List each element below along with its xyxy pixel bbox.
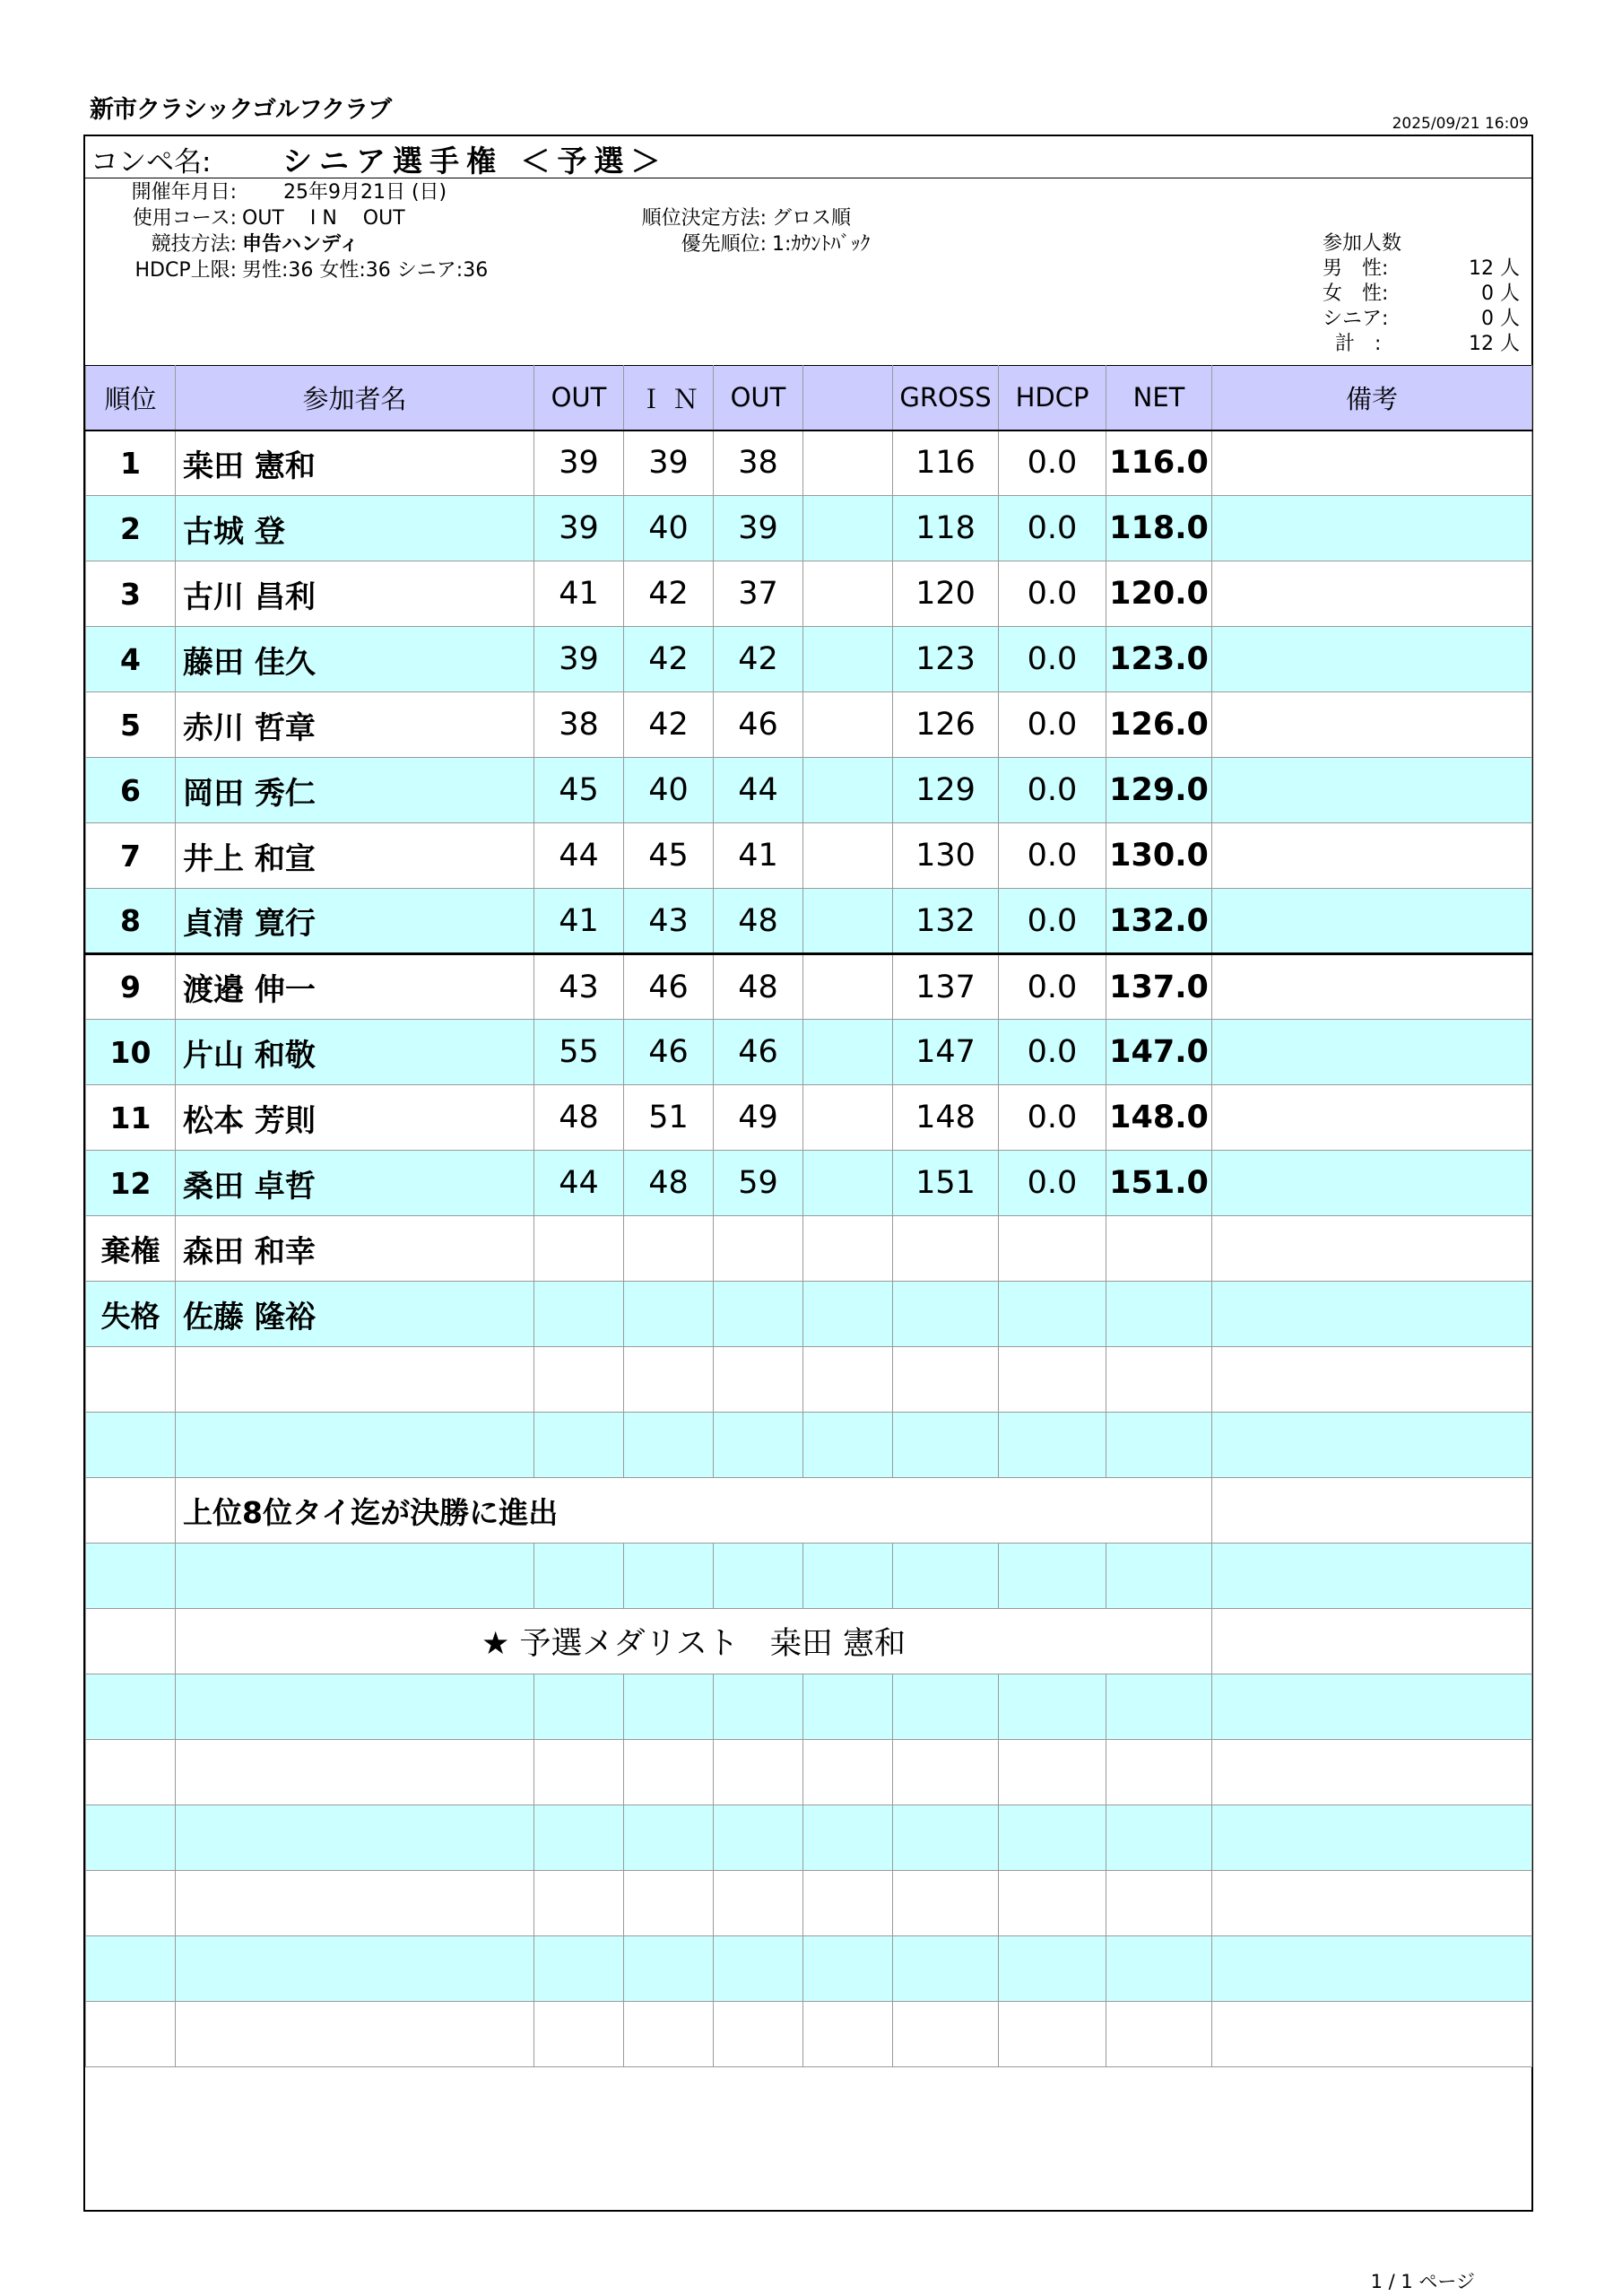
table-row [86,1282,1532,1347]
count-value: 12 人 [1469,257,1520,280]
round2-cell [624,1216,714,1282]
ranking-method-value: グロス順 [772,207,852,230]
remarks-cell [1212,692,1532,758]
header-gross: GROSS [893,366,999,430]
name-cell: 井上 和宣 [176,823,534,889]
empty-row [86,1347,1532,1413]
round3-cell: 48 [714,889,803,954]
remarks-cell [1212,823,1532,889]
remarks-cell [1212,1151,1532,1216]
round2-cell: 46 [624,954,714,1020]
round2-cell: 43 [624,889,714,954]
hdcp-cell: 0.0 [999,758,1106,823]
table-row [86,496,1532,561]
hdcp-limit-value: 男性:36 女性:36 シニア:36 [242,259,489,282]
round3-cell: 48 [714,954,803,1020]
name-cell: 岡田 秀仁 [176,758,534,823]
blank-cell [803,430,893,496]
hdcp-cell: 0.0 [999,1020,1106,1085]
competition-label: コンペ名: [91,146,212,178]
rank-cell: 11 [86,1085,176,1151]
rank-cell: 3 [86,561,176,627]
blank-cell [803,1085,893,1151]
remarks-cell [1212,1085,1532,1151]
header-row [86,366,1532,430]
net-cell [1106,1282,1212,1347]
round3-cell: 44 [714,758,803,823]
rank-cell: 10 [86,1020,176,1085]
remarks-cell [1212,627,1532,692]
event-info-left [89,179,488,283]
round2-cell: 42 [624,561,714,627]
count-value: 0 人 [1481,308,1520,330]
priority-label: 優先順位: [681,233,767,256]
round1-cell: 39 [534,430,624,496]
hdcp-cell: 0.0 [999,561,1106,627]
name-cell: 渡邉 伸一 [176,954,534,1020]
remarks-cell [1212,430,1532,496]
blank-cell [803,1282,893,1347]
round2-cell: 40 [624,496,714,561]
count-label: 計 : [1335,333,1382,355]
net-cell: 147.0 [1106,1020,1212,1085]
hdcp-cell: 0.0 [999,1085,1106,1151]
rank-cell: 7 [86,823,176,889]
blank-cell [803,1151,893,1216]
round3-cell: 46 [714,1020,803,1085]
hdcp-cell: 0.0 [999,627,1106,692]
rank-cell: 5 [86,692,176,758]
participant-count [1323,231,1520,357]
round3-cell: 41 [714,823,803,889]
net-cell: 120.0 [1106,561,1212,627]
competition-name: シニア選手権 ＜予選＞ [282,144,668,178]
net-cell: 132.0 [1106,889,1212,954]
table-row [86,1085,1532,1151]
round2-cell: 40 [624,758,714,823]
header-remarks: 備考 [1212,366,1532,430]
table-row [86,889,1532,954]
round1-cell: 39 [534,496,624,561]
round1-cell: 48 [534,1085,624,1151]
remarks-cell [1212,954,1532,1020]
round1-cell: 41 [534,889,624,954]
name-cell: 片山 和敬 [176,1020,534,1085]
priority-value: 1:ｶｳﾝﾄﾊﾞｯｸ [772,233,871,256]
footer-blank-row [86,2067,1532,2193]
gross-cell: 132 [893,889,999,954]
gross-cell: 148 [893,1085,999,1151]
hdcp-cell: 0.0 [999,1151,1106,1216]
round1-cell: 43 [534,954,624,1020]
empty-row [86,1413,1532,1478]
rank-cell: 8 [86,889,176,954]
round3-cell: 38 [714,430,803,496]
printed-timestamp: 2025/09/21 16:09 [1392,115,1529,133]
name-cell: 藤田 佳久 [176,627,534,692]
name-cell: 森田 和幸 [176,1216,534,1282]
round1-cell: 44 [534,1151,624,1216]
name-cell: 桒田 憲和 [176,430,534,496]
gross-cell: 130 [893,823,999,889]
method-label: 競技方法: [151,233,237,256]
round2-cell [624,1282,714,1347]
name-cell: 赤川 哲章 [176,692,534,758]
remarks-cell [1212,1216,1532,1282]
round1-cell: 44 [534,823,624,889]
net-cell: 151.0 [1106,1151,1212,1216]
hdcp-cell: 0.0 [999,496,1106,561]
blank-cell [803,889,893,954]
empty-row [86,1740,1532,1805]
remarks-cell [1212,889,1532,954]
gross-cell: 123 [893,627,999,692]
round3-cell: 59 [714,1151,803,1216]
event-date: 25年9月21日 (日) [283,181,447,204]
net-cell: 118.0 [1106,496,1212,561]
rank-cell: 失格 [86,1282,176,1347]
table-row [86,430,1532,496]
gross-cell [893,1282,999,1347]
count-label: 女 性: [1323,283,1389,305]
empty-row [86,1544,1532,1609]
round3-cell: 46 [714,692,803,758]
event-info-middle [587,205,870,257]
round1-cell: 55 [534,1020,624,1085]
hdcp-cell: 0.0 [999,954,1106,1020]
net-cell [1106,1216,1212,1282]
blank-cell [803,561,893,627]
gross-cell: 129 [893,758,999,823]
blank-cell [803,692,893,758]
header-net: NET [1106,366,1212,430]
results-table [85,365,1532,2193]
rank-cell: 4 [86,627,176,692]
net-cell: 123.0 [1106,627,1212,692]
remarks-cell [1212,1020,1532,1085]
table-row [86,758,1532,823]
round1-cell: 45 [534,758,624,823]
remarks-cell [1212,561,1532,627]
remarks-cell [1212,1282,1532,1347]
header-hdcp: HDCP [999,366,1106,430]
remarks-cell [1212,758,1532,823]
count-label: 男 性: [1323,257,1389,280]
hdcp-cell: 0.0 [999,889,1106,954]
table-row [86,1216,1532,1282]
rank-cell: 9 [86,954,176,1020]
competition-title-row [85,136,1531,178]
results-frame [83,135,1533,2212]
empty-row [86,2002,1532,2067]
round3-cell [714,1282,803,1347]
table-row [86,1151,1532,1216]
header-round3: OUT [714,366,803,430]
name-cell: 古城 登 [176,496,534,561]
gross-cell: 116 [893,430,999,496]
ranking-method-label: 順位決定方法: [641,207,767,230]
medalist-row [86,1609,1532,1674]
round3-cell: 49 [714,1085,803,1151]
header-name: 参加者名 [176,366,534,430]
net-cell: 116.0 [1106,430,1212,496]
participant-count-title: 参加人数 [1323,232,1402,255]
count-label: シニア: [1323,308,1389,330]
blank-cell [803,954,893,1020]
round1-cell: 39 [534,627,624,692]
blank-cell [803,627,893,692]
table-row [86,561,1532,627]
page-number: 1 / 1 ページ [1370,2271,1475,2292]
course-value: OUT I N OUT [242,207,405,230]
blank-cell [803,1020,893,1085]
net-cell: 137.0 [1106,954,1212,1020]
course-label: 使用コース: [132,207,237,230]
blank-cell [803,1216,893,1282]
hdcp-cell: 0.0 [999,692,1106,758]
table-row [86,954,1532,1020]
round1-cell: 38 [534,692,624,758]
round2-cell: 51 [624,1085,714,1151]
rank-cell: 12 [86,1151,176,1216]
name-cell: 古川 昌利 [176,561,534,627]
round2-cell: 46 [624,1020,714,1085]
rank-cell: 1 [86,430,176,496]
name-cell: 佐藤 隆裕 [176,1282,534,1347]
medalist-note: ★ 予選メダリスト 桒田 憲和 [176,1609,1212,1674]
hdcp-limit-label: HDCP上限: [134,259,237,282]
gross-cell [893,1216,999,1282]
hdcp-cell [999,1216,1106,1282]
gross-cell: 126 [893,692,999,758]
remarks-cell [1212,496,1532,561]
header-blank [803,366,893,430]
name-cell: 松本 芳則 [176,1085,534,1151]
qualification-note: 上位8位タイ迄が決勝に進出 [176,1478,1212,1544]
count-value: 12 人 [1469,333,1520,355]
round1-cell: 41 [534,561,624,627]
empty-row [86,1936,1532,2002]
gross-cell: 151 [893,1151,999,1216]
count-value: 0 人 [1481,283,1520,305]
round1-cell [534,1216,624,1282]
round1-cell [534,1282,624,1347]
hdcp-cell: 0.0 [999,823,1106,889]
table-row [86,823,1532,889]
date-label: 開催年月日: [131,181,237,204]
net-cell: 148.0 [1106,1085,1212,1151]
round3-cell: 39 [714,496,803,561]
gross-cell: 147 [893,1020,999,1085]
rank-cell: 棄権 [86,1216,176,1282]
table-row [86,692,1532,758]
hdcp-cell: 0.0 [999,430,1106,496]
gross-cell: 120 [893,561,999,627]
round2-cell: 42 [624,627,714,692]
round2-cell: 42 [624,692,714,758]
table-row [86,627,1532,692]
round3-cell: 42 [714,627,803,692]
net-cell: 129.0 [1106,758,1212,823]
empty-row [86,1674,1532,1740]
rank-cell: 6 [86,758,176,823]
empty-row [86,1805,1532,1871]
gross-cell: 137 [893,954,999,1020]
empty-row [86,1871,1532,1936]
name-cell: 桑田 卓哲 [176,1151,534,1216]
method-value: 申告ハンディ [242,233,360,256]
header-round1: OUT [534,366,624,430]
name-cell: 貞清 寛行 [176,889,534,954]
header-round2: Ｉ Ｎ [624,366,714,430]
header-rank: 順位 [86,366,176,430]
club-name: 新市クラシックゴルフクラブ [90,96,392,124]
round3-cell: 37 [714,561,803,627]
rank-cell: 2 [86,496,176,561]
table-row [86,1020,1532,1085]
blank-cell [803,823,893,889]
round2-cell: 45 [624,823,714,889]
note-row [86,1478,1532,1544]
blank-cell [803,496,893,561]
net-cell: 130.0 [1106,823,1212,889]
hdcp-cell [999,1282,1106,1347]
net-cell: 126.0 [1106,692,1212,758]
round2-cell: 48 [624,1151,714,1216]
blank-cell [803,758,893,823]
round3-cell [714,1216,803,1282]
round2-cell: 39 [624,430,714,496]
gross-cell: 118 [893,496,999,561]
